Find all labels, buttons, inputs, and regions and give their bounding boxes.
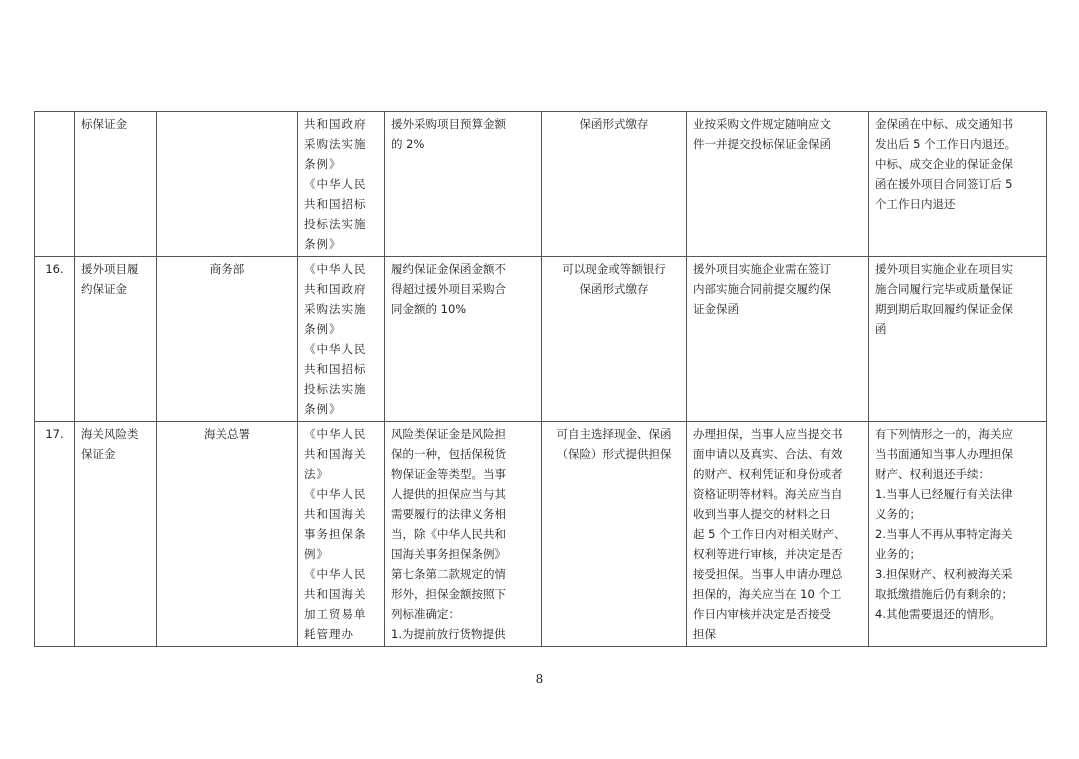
department-cell: 商务部 [157, 257, 298, 422]
department-cell: 海关总署 [157, 422, 298, 647]
row-number-cell: 17. [35, 422, 75, 647]
procedure-cell: 业按采购文件规定随响应文 件一并提交投标保证金保函 [687, 112, 869, 257]
row-number-cell: 16. [35, 257, 75, 422]
legal-basis-cell: 共和国政府 采购法实施 条例》 《中华人民 共和国招标 投标法实施 条例》 [298, 112, 385, 257]
payment-form-cell: 可自主选择现金、保函 （保险）形式提供担保 [542, 422, 687, 647]
table-row [35, 112, 1047, 257]
deposit-name-cell: 援外项目履 约保证金 [75, 257, 157, 422]
payment-form-cell: 保函形式缴存 [542, 112, 687, 257]
procedure-cell: 援外项目实施企业需在签订 内部实施合同前提交履约保 证金保函 [687, 257, 869, 422]
payment-form-cell: 可以现金或等额银行 保函形式缴存 [542, 257, 687, 422]
amount-standard-cell: 援外采购项目预算金额 的 2% [385, 112, 542, 257]
refund-cell: 有下列情形之一的，海关应 当书面通知当事人办理担保 财产、权利退还手续： 1.当事人已经履行有关法律 义务的； 2.当事人不再从事特定海关 业务的； 3.担保财产、权利被海关采 取抵缴措施后仍有剩余的； 4.其他需要退还的情形。 [869, 422, 1047, 647]
row-number-cell [35, 112, 75, 257]
amount-standard-cell: 风险类保证金是风险担 保的一种，包括保税货 物保证金等类型。当事 人提供的担保应当与其 需要履行的法律义务相 当，除《中华人民共和 国海关事务担保条例》 第七条第二款规定的情 形外，担保金额按照下 列标准确定： 1.为提前放行货物提供 [385, 422, 542, 647]
procedure-cell: 办理担保，当事人应当提交书 面申请以及真实、合法、有效 的财产、权利凭证和身份或者 资格证明等材料。海关应当自 收到当事人提交的材料之日 起 5 个工作日内对相关财产、 权利等进行审核，并决定是否 接受担保。当事人申请办理总 担保的，海关应当在 10 个工 作日内审核并决定是否接受 担保 [687, 422, 869, 647]
table-row [35, 257, 1047, 422]
refund-cell: 援外项目实施企业在项目实 施合同履行完毕或质量保证 期到期后取回履约保证金保 函 [869, 257, 1047, 422]
deposit-name-cell: 海关风险类 保证金 [75, 422, 157, 647]
legal-basis-cell: 《中华人民 共和国海关 法》 《中华人民 共和国海关 事务担保条 例》 《中华人民 共和国海关 加工贸易单 耗管理办 [298, 422, 385, 647]
table-row [35, 422, 1047, 647]
department-cell [157, 112, 298, 257]
page-number: 8 [535, 672, 544, 686]
legal-basis-cell: 《中华人民 共和国政府 采购法实施 条例》 《中华人民 共和国招标 投标法实施 条例》 [298, 257, 385, 422]
deposit-name-cell: 标保证金 [75, 112, 157, 257]
regulation-table [34, 111, 1047, 647]
amount-standard-cell: 履约保证金保函金额不 得超过援外项目采购合 同金额的 10% [385, 257, 542, 422]
refund-cell: 金保函在中标、成交通知书 发出后 5 个工作日内退还。 中标、成交企业的保证金保 函在援外项目合同签订后 5 个工作日内退还 [869, 112, 1047, 257]
